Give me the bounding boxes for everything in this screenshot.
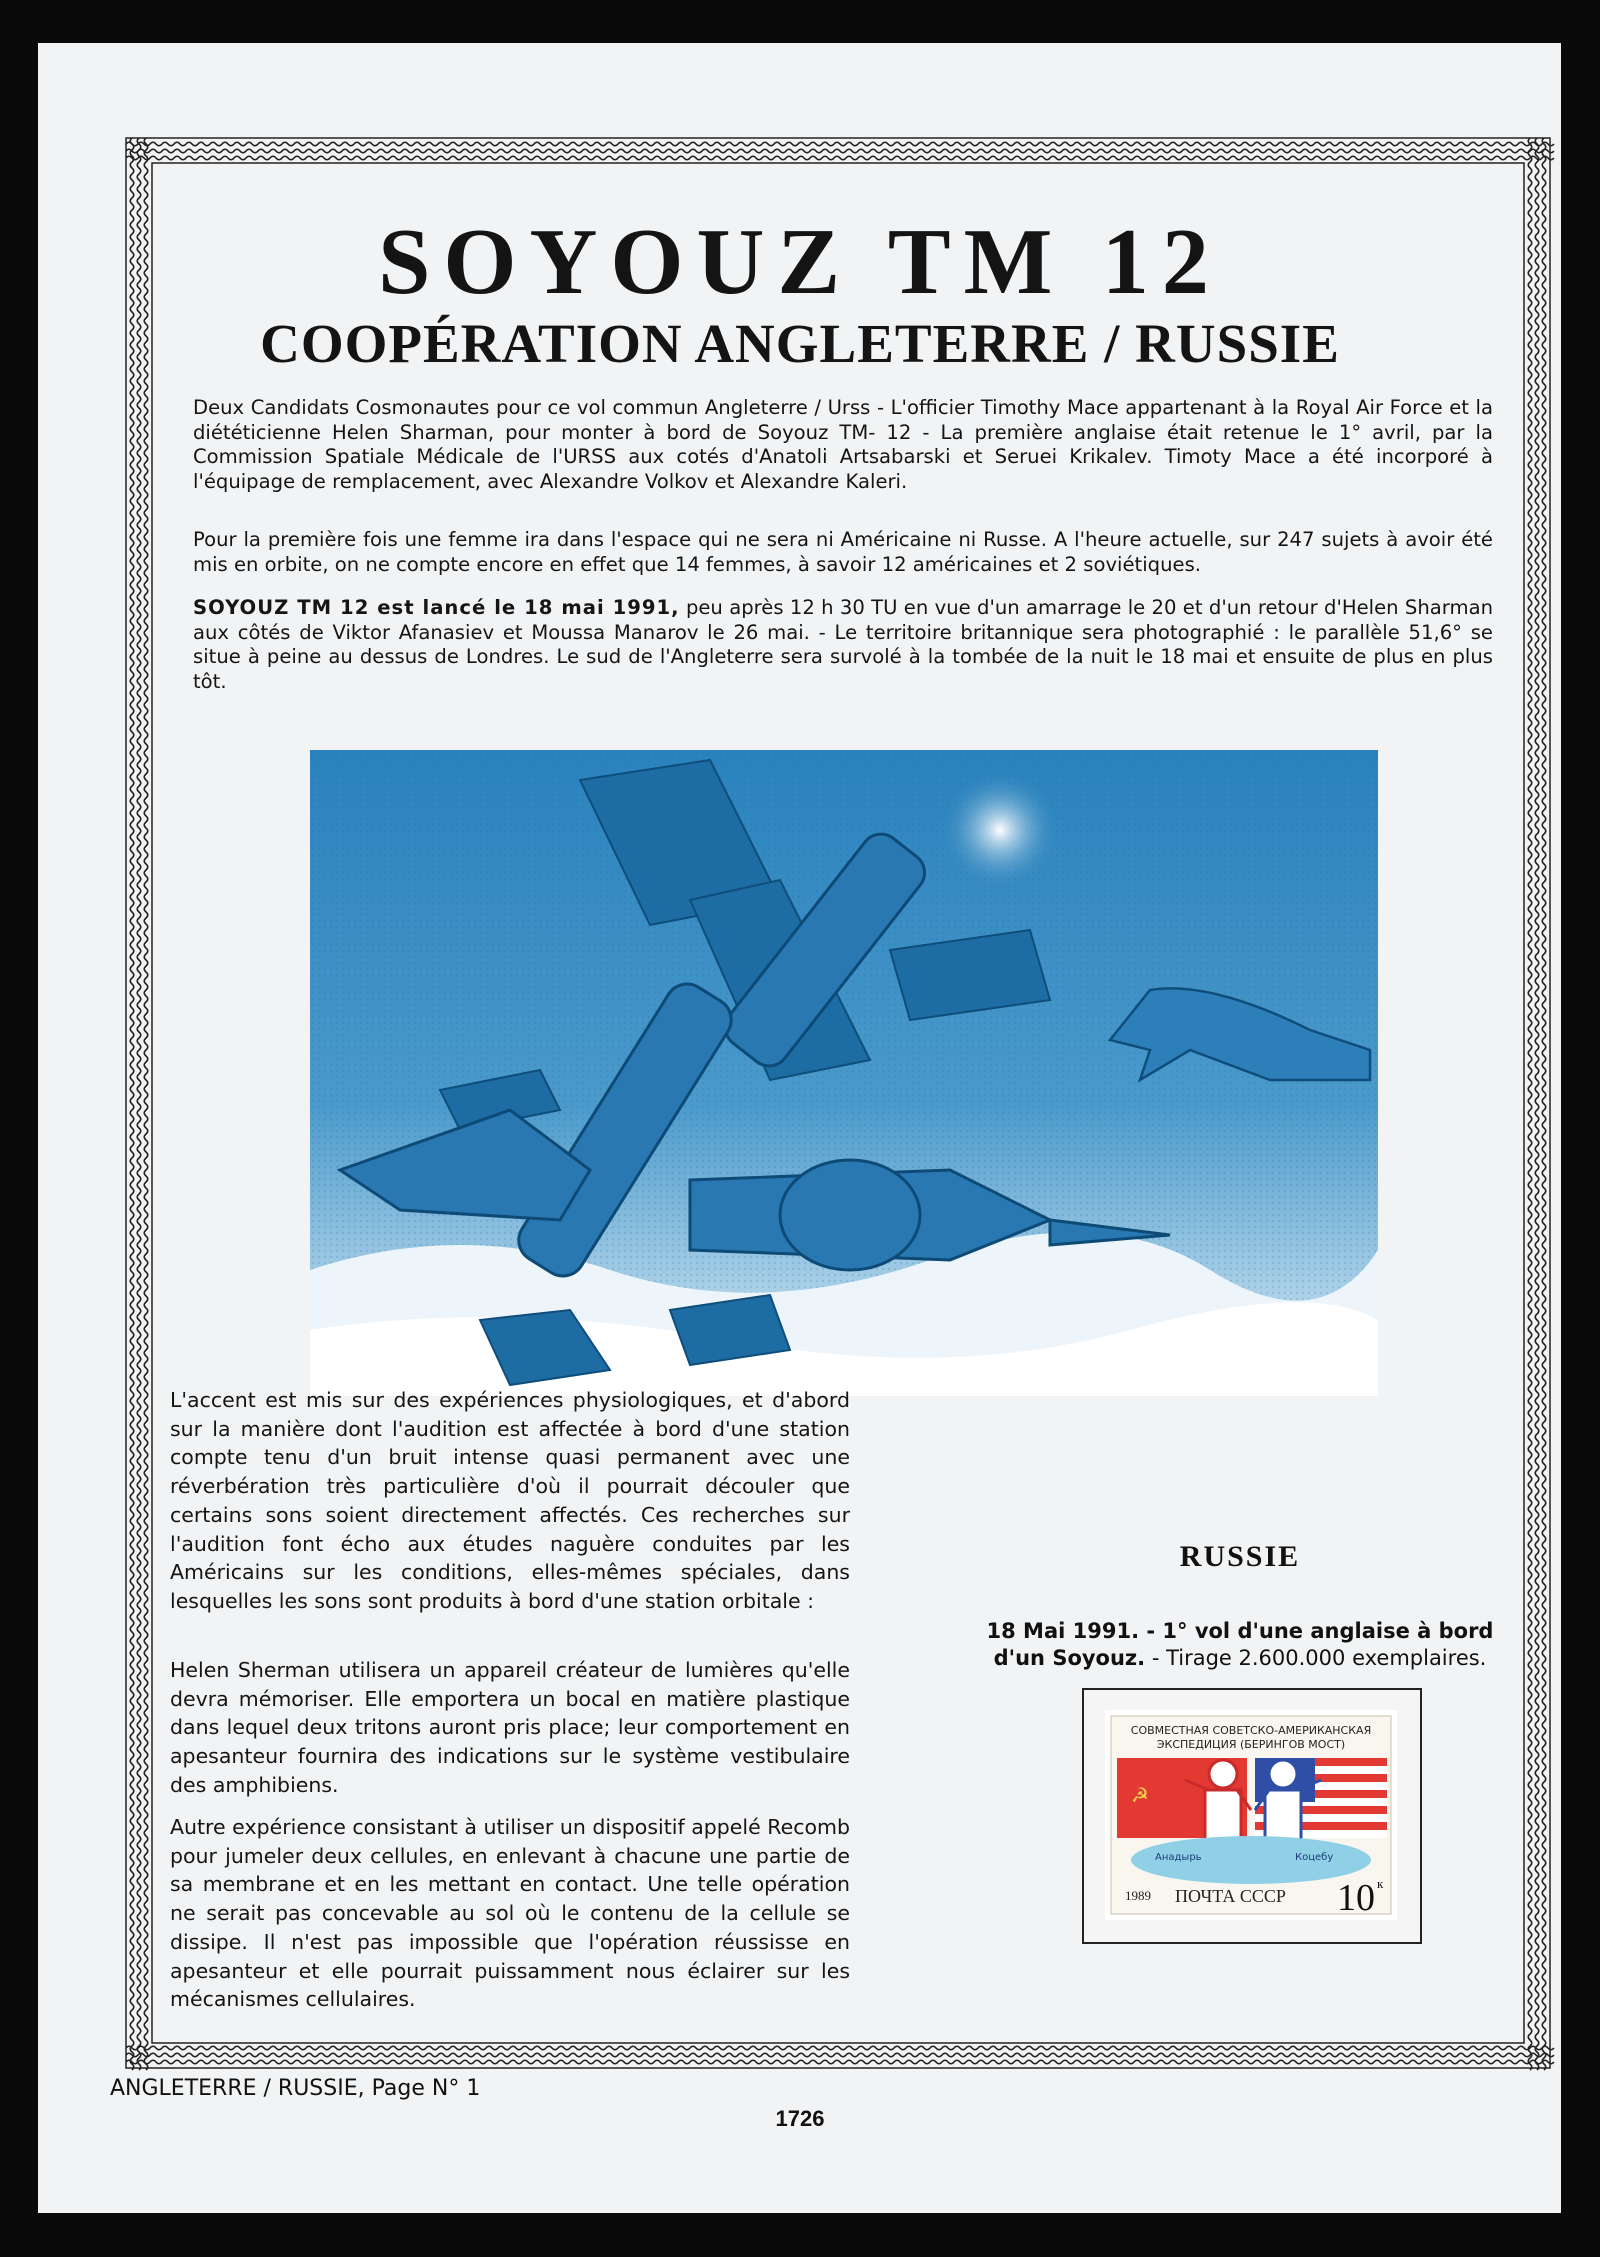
stamp-caption-date: 18 Mai 1991. - 1° vol d'une anglaise à bord d'un Soyouz. (986, 1619, 1494, 1670)
body-paragraph-2: Helen Sherman utilisera un appareil créateur de lumières qu'elle devra mémoriser. Elle emportera un bocal en matière plastique dans lequel deux tritons auront pris place; leur comportement en apesanteur fournira des indications sur le système vestibulaire des amphibiens. (170, 1658, 850, 1797)
stamp-header-line-1: СОВМЕСТНАЯ СОВЕТСКО-АМЕРИКАНСКАЯ (1130, 1724, 1372, 1737)
stamp-denomination: 10 (1337, 1877, 1375, 1919)
stamp-postal-label: ПОЧТА СССР (1175, 1886, 1286, 1906)
launch-details: peu après 12 h 30 TU en vue d'un amarrage le 20 et d'un retour d'Helen Sharman aux côtés de Viktor Afanasiev et Moussa Manarov le 26 mai. - Le territoire britannique sera photographié : le parallèle 51,6° se situe à peine au dessus de Londres. Le sud de l'Angleterre sera survolé à la tombée de la nuit le 18 mai et ensuite de plus en plus tôt. (193, 596, 1493, 693)
page-subtitle: COOPÉRATION ANGLETERRE / RUSSIE (260, 313, 1340, 374)
page-footer-label: ANGLETERRE / RUSSIE, Page N° 1 (110, 2076, 481, 2101)
stamp-caption-print-run: - Tirage 2.600.000 exemplaires. (1145, 1646, 1487, 1670)
border-wave-3 (1528, 138, 1546, 2070)
map-label-left: Анадырь (1155, 1852, 1202, 1863)
stamp-header-line-2: ЭКСПЕДИЦИЯ (БЕРИНГОВ МОСТ) (1156, 1738, 1346, 1751)
map-label-right: Коцебу (1295, 1852, 1334, 1863)
intro-paragraph-3 (193, 596, 1493, 694)
intro-paragraph-1: Deux Candidats Cosmonautes pour ce vol commun Angleterre / Urss - L'officier Timothy Mace appartenant à la Royal Air Force et la diététicienne Helen Sharman, pour monter à bord de Soyouz TM- 12 - La première anglaise était retenue le 1° avril, par la Commission Spatiale Médicale de l'URSS aux cotés d'Anatoli Artsabarski et Seruei Krikalev. Timoty Mace a été incorporé à l'équipage de remplacement, avec Alexandre Volkov et Alexandre Kaleri. (193, 396, 1493, 493)
space-station-illustration (310, 750, 1378, 1396)
postage-stamp (1105, 1710, 1397, 1920)
body-paragraph-1: L'accent est mis sur des expériences physiologiques, et d'abord sur la manière dont l'audition est affectée à bord d'une station compte tenu d'un bruit intense quasi permanent avec une réverbération très particulière d'où il pourrait découler que certains sons soient directement affectés. Ces recherches sur l'audition font écho aux études naguère conduites par les Américains sur les conditions, elles-mêmes spéciales, dans lesquelles les sons sont produits à bord d'une station orbitale : (170, 1388, 850, 1613)
intro-paragraph-2: Pour la première fois une femme ira dans l'espace qui ne sera ni Américaine ni Russe. A l'heure actuelle, sur 247 sujets à avoir été mis en orbite, on ne compte encore en effet que 14 femmes, à savoir 12 américaines et 2 soviétiques. (193, 528, 1493, 576)
page-number: 1726 (775, 2106, 825, 2131)
stamp-caption (970, 1618, 1510, 1672)
stamp-year: 1989 (1125, 1888, 1151, 1903)
stamp-denomination-unit: к (1377, 1876, 1384, 1891)
border-wave-2 (130, 138, 148, 2070)
launch-statement: SOYOUZ TM 12 est lancé le 18 mai 1991, (193, 596, 680, 619)
stamp-mount (1082, 1688, 1422, 1944)
page-title: SOYOUZ TM 12 (378, 210, 1222, 314)
border-wave-0 (126, 142, 1554, 160)
hammer-sickle-icon: ☭ (1131, 1783, 1149, 1807)
body-paragraph-3: Autre expérience consistant à utiliser un dispositif appelé Recomb pour jumeler deux cellules, en enlevant à chacune une partie de sa membrane et en les mettant en contact. Une telle opération ne serait pas concevable au sol où le contenu de la cellule se dissipe. Il n'est pas impossible que l'opération réussisse en apesanteur et elle pourrait puissamment nous éclairer sur les mécanismes cellulaires. (170, 1815, 850, 2012)
border-wave-1 (126, 2046, 1554, 2064)
country-heading: RUSSIE (1179, 1540, 1301, 1573)
